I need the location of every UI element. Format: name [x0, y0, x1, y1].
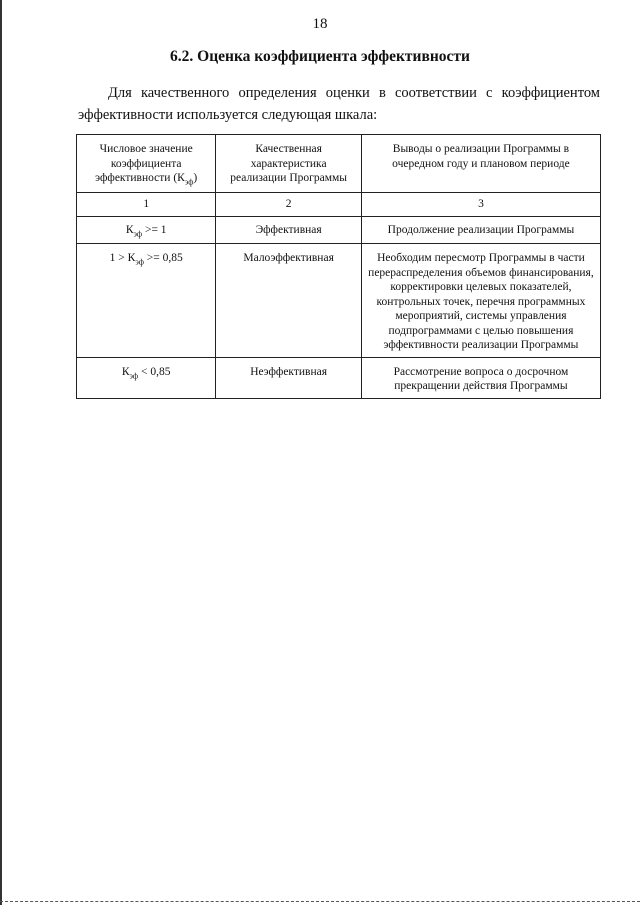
scan-left-edge [0, 0, 2, 905]
page-number: 18 [312, 16, 328, 32]
table-row [77, 244, 601, 358]
table-row [77, 357, 601, 398]
header-cell-conclusion: Выводы о реализации Программы в очередном году и плановом периоде [361, 135, 600, 193]
conclusion-cell: Необходим пересмотр Программы в части перераспределения объемов финансирования, корректировки целевых показателей, контрольных точек, перечня программных мероприятий, системы управления подпрограммами с целью повышения эффективности реализации Программы [361, 244, 600, 358]
section-title: 6.2. Оценка коэффициента эффективности [170, 48, 470, 65]
intro-paragraph [78, 82, 600, 126]
conclusion-cell: Продолжение реализации Программы [361, 216, 600, 244]
column-number: 2 [216, 193, 361, 217]
characteristic-cell: Неэффективная [216, 357, 361, 398]
header-cell-characteristic: Качественная характеристика реализации Программы [216, 135, 361, 193]
conclusion-cell: Рассмотрение вопроса о досрочном прекращении действия Программы [361, 357, 600, 398]
table-row [77, 216, 601, 244]
characteristic-cell: Малоэффективная [216, 244, 361, 358]
characteristic-cell: Эффективная [216, 216, 361, 244]
coefficient-condition: $К_{эф} >= 1$ [77, 216, 216, 244]
intro-line-2: эффективности используется следующая шкала: [78, 107, 378, 123]
header-cell-value: Числовое значение коэффициента эффективности $(К_{эф})$ [77, 135, 216, 193]
efficiency-scale-table [76, 134, 601, 399]
column-number: 3 [361, 193, 600, 217]
column-number: 1 [77, 193, 216, 217]
scan-bottom-edge [0, 901, 640, 902]
table-column-number-row [77, 193, 601, 217]
intro-line-1: Для качественного определения оценки в соответствии с коэффициентом [108, 85, 600, 101]
coefficient-condition: $К_{эф} < 0,85$ [77, 357, 216, 398]
coefficient-condition: $1 > К_{эф} >= 0,85$ [77, 244, 216, 358]
table-header-row [77, 135, 601, 193]
